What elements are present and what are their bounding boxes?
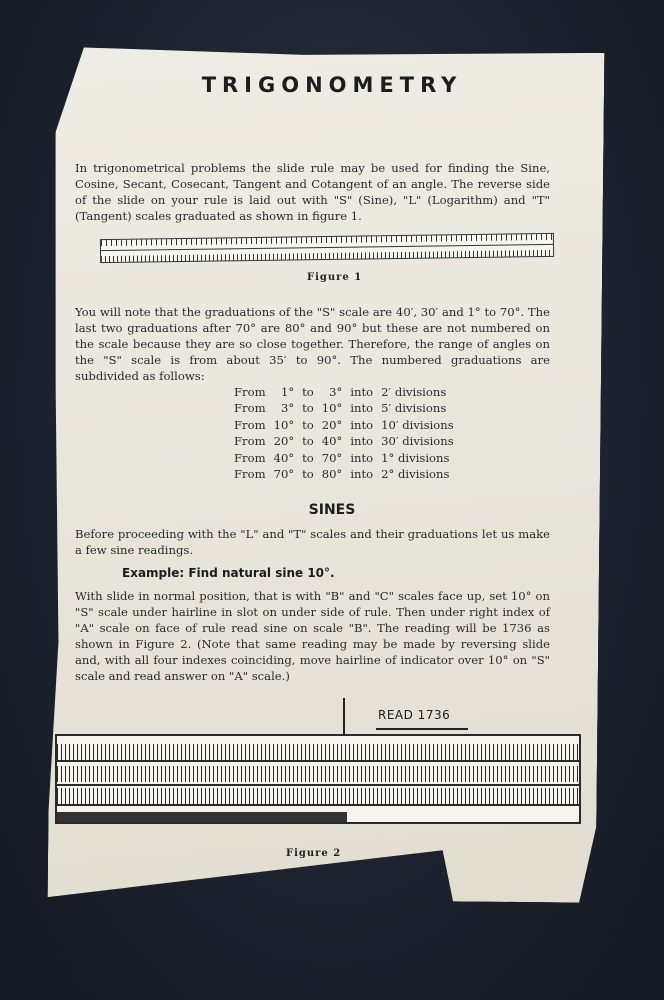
into-value: 30′ divisions: [381, 434, 454, 449]
word-from: From: [234, 401, 266, 416]
word-into: into: [350, 467, 374, 482]
into-value: 10′ divisions: [381, 417, 454, 432]
word-from: From: [234, 417, 266, 432]
word-from: From: [234, 467, 266, 482]
division-row: [230, 384, 458, 400]
read-label: READ 1736: [378, 708, 451, 722]
word-from: From: [234, 385, 266, 399]
word-from: From: [234, 434, 266, 449]
word-to: to: [302, 401, 314, 416]
from-value: 1°: [280, 385, 295, 399]
page-title: TRIGONOMETRY: [201, 73, 463, 97]
to-value: 70°: [321, 450, 343, 465]
into-value: 2° divisions: [381, 467, 450, 482]
word-into: into: [350, 401, 374, 416]
figure2-caption: Figure 2: [286, 848, 342, 859]
from-value: 70°: [273, 467, 295, 482]
sines-intro: Before proceeding with the "L" and "T" scales and their graduations let us make a few sine readings.: [75, 527, 550, 557]
to-value: 3°: [329, 385, 343, 399]
word-to: to: [302, 450, 314, 465]
division-row: [230, 433, 458, 449]
divisions-table: [230, 384, 458, 482]
word-into: into: [350, 385, 374, 399]
from-value: 40°: [273, 450, 295, 465]
intro-paragraph: In trigonometrical problems the slide rule may be used for finding the Sine, Cosine, Secant, Cosecant, Tangent and Cotangent of an angle. The reverse side of the slide on your rule is laid out with "S" (Sine), "L" (Logarithm) and "T" (Tangent) scales graduated as shown in figure 1.: [75, 161, 550, 223]
word-into: into: [350, 450, 374, 465]
example-heading: Example: Find natural sine 10°.: [122, 566, 335, 580]
sines-heading: SINES: [308, 502, 356, 518]
from-value: 10°: [273, 417, 295, 432]
to-value: 10°: [321, 401, 343, 416]
word-to: to: [302, 417, 314, 432]
into-value: 5′ divisions: [381, 401, 447, 416]
word-to: to: [302, 385, 314, 399]
read-leader-line: [376, 728, 468, 730]
word-into: into: [350, 434, 374, 449]
word-to: to: [302, 467, 314, 482]
to-value: 40°: [321, 434, 343, 449]
figure2-slide-rule: [55, 734, 581, 824]
to-value: 20°: [321, 417, 343, 432]
from-value: 20°: [273, 434, 295, 449]
c-scale-ticks: [57, 788, 579, 804]
figure1-caption: Figure 1: [307, 272, 363, 283]
slide-edge-line: [57, 784, 579, 786]
from-value: 3°: [280, 401, 295, 416]
into-value: 2′ divisions: [381, 385, 447, 399]
made-in-usa: ADE IN U.S.A.: [58, 814, 106, 821]
division-row: [230, 450, 458, 466]
graduations-paragraph: You will note that the graduations of the "S" scale are 40′, 30′ and 1° to 70°. The last two graduations after 70° are 80° and 90° but these are not numbered on the scale because they are so close together. Therefore, the range of angles on the "S" scale is from about 35′ to 90°. The numbered graduations are subdivided as follows:: [75, 305, 550, 383]
example-paragraph: With slide in normal position, that is with "B" and "C" scales face up, set 10° on "S" scale under hairline in slot on under side of rule. Then under right index of "A" scale on face of rule read sine on scale "B". The reading will be 1736 as shown in Figure 2. (Note that same reading may be made by reversing slide and, with all four indexes coinciding, move hairline of indicator over 10° on "S" scale and read answer on "A" scale.): [75, 589, 550, 683]
word-into: into: [350, 417, 374, 432]
a-scale-line: [57, 760, 579, 762]
d-scale-line: [57, 804, 579, 806]
division-row: [230, 400, 458, 416]
division-row: [230, 466, 458, 482]
a-scale-ticks: [57, 744, 579, 760]
b-scale-ticks: [57, 766, 579, 782]
to-value: 80°: [321, 467, 343, 482]
word-to: to: [302, 434, 314, 449]
word-from: From: [234, 450, 266, 465]
into-value: 1° divisions: [381, 450, 450, 465]
division-row: [230, 417, 458, 433]
